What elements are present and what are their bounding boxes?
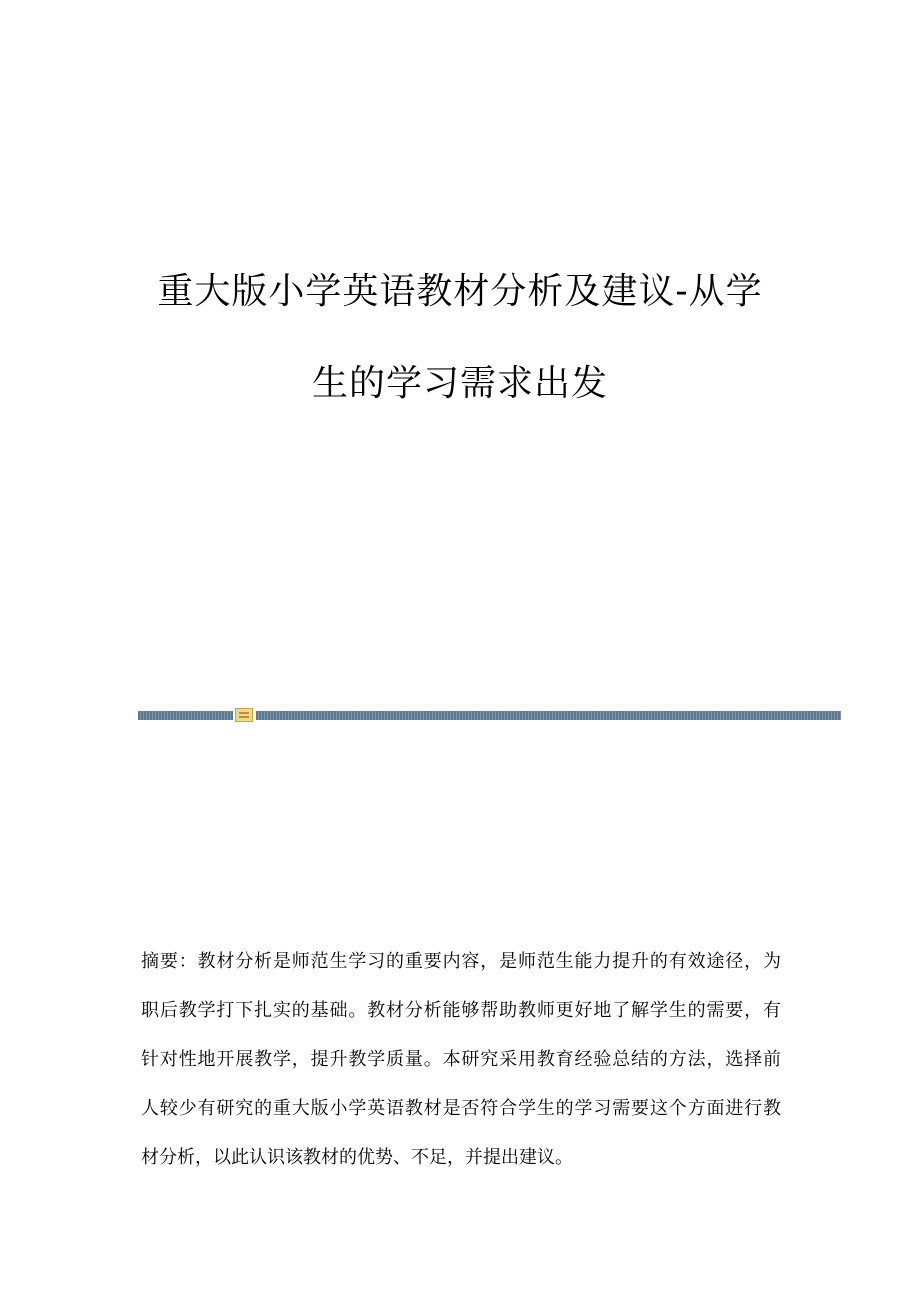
ornament-icon xyxy=(235,708,253,722)
abstract-line-1: 摘要：教材分析是师范生学习的重要内容，是师范生能力提升的有效途径，为 xyxy=(141,951,781,972)
divider-left-segment xyxy=(138,711,233,720)
abstract-line-2: 职后教学打下扎实的基础。教材分析能够帮助教师更好地了解学生的需要，有 xyxy=(141,1000,781,1021)
divider-right-segment xyxy=(256,711,841,720)
title-line-1: 重大版小学英语教材分析及建议-从学 xyxy=(157,271,763,312)
abstract-line-4: 人较少有研究的重大版小学英语教材是否符合学生的学习需要这个方面进行教 xyxy=(141,1098,781,1119)
abstract-line-5: 材分析，以此认识该教材的优势、不足，并提出建议。 xyxy=(141,1147,573,1168)
title-line-2: 生的学习需求出发 xyxy=(311,363,608,404)
abstract-line-3: 针对性地开展教学，提升教学质量。本研究采用教育经验总结的方法，选择前 xyxy=(141,1049,781,1070)
abstract-paragraph xyxy=(141,950,781,1195)
